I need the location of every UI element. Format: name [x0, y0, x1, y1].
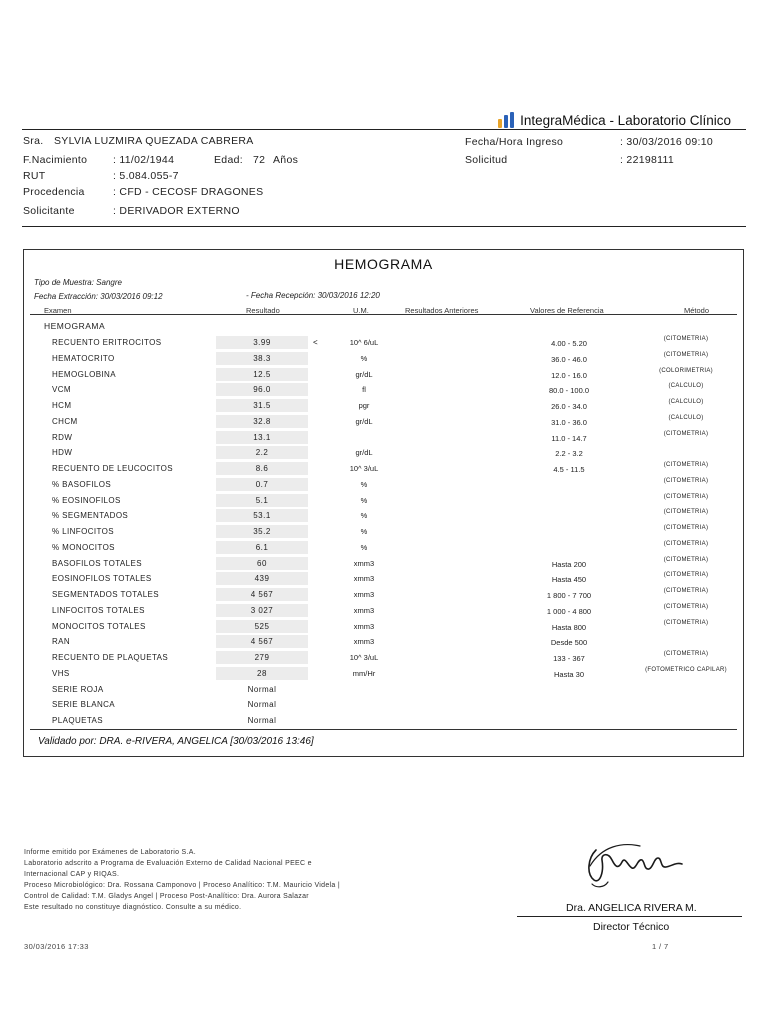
reception-date: - Fecha Recepción: 30/03/2016 12:20 — [246, 291, 380, 300]
method: (FOTOMETRICO CAPILAR) — [645, 666, 727, 673]
reference-range: Desde 500 — [550, 638, 588, 648]
exam-name: RECUENTO DE LEUCOCITOS — [52, 464, 173, 473]
validated-by: Validado por: DRA. e-RIVERA, ANGELICA [30/03/2016 13:46] — [38, 736, 314, 747]
result-value: 35.2 — [216, 525, 308, 538]
report-box — [23, 249, 744, 757]
reference-range: 26.0 - 34.0 — [551, 402, 587, 411]
result-value: 8.6 — [216, 462, 308, 475]
header-divider — [22, 129, 746, 130]
exam-name: VCM — [52, 385, 71, 395]
exam-name: HCM — [52, 401, 72, 410]
result-value: 3 027 — [216, 604, 308, 617]
table-row — [24, 667, 743, 681]
reference-range: 2.2 - 3.2 — [555, 449, 583, 459]
footer-line: Este resultado no constituye diagnóstico. Consulte a su médico. — [24, 904, 242, 911]
reference-range: 36.0 - 46.0 — [551, 354, 587, 364]
exam-name: EOSINOFILOS TOTALES — [52, 574, 152, 584]
result-value: 32.8 — [216, 415, 308, 428]
table-row — [24, 478, 743, 492]
table-row — [24, 604, 743, 618]
unit: 10^ 6/uL — [349, 338, 379, 347]
footer-line: Informe emitido por Exámenes de Laboratorio S.A. — [24, 849, 196, 856]
date-label: Fecha/Hora Ingreso — [465, 136, 564, 148]
col-ref: Valores de Referencia — [530, 306, 604, 315]
unit: mm/Hr — [352, 668, 376, 678]
exam-name: SEGMENTADOS TOTALES — [52, 590, 160, 599]
origin-label: Procedencia — [23, 186, 85, 198]
method: (CITOMETRIA) — [663, 493, 709, 500]
reference-range: 133 - 367 — [553, 654, 585, 663]
unit: xmm3 — [353, 574, 375, 584]
result-flag: < — [313, 338, 318, 347]
exam-name: HEMOGLOBINA — [52, 369, 116, 379]
table-row — [24, 572, 743, 586]
table-row — [24, 651, 743, 665]
result-value: 60 — [216, 557, 308, 570]
director-signature — [582, 836, 692, 896]
reference-range: Hasta 800 — [551, 622, 587, 632]
reference-range: 1 000 - 4 800 — [546, 606, 592, 616]
unit: % — [360, 479, 368, 489]
request-value: : 22198111 — [620, 154, 674, 166]
exam-name: PLAQUETAS — [52, 716, 104, 725]
exam-name: SERIE BLANCA — [52, 700, 116, 710]
requester-value: : DERIVADOR EXTERNO — [113, 205, 240, 217]
age-label: Edad: — [214, 154, 243, 166]
table-row — [24, 415, 743, 429]
reference-range: Hasta 200 — [551, 559, 587, 569]
table-row — [24, 683, 743, 697]
result-value: 13.1 — [216, 431, 308, 444]
exam-name: RECUENTO DE PLAQUETAS — [52, 653, 169, 662]
exam-name: % LINFOCITOS — [52, 527, 114, 536]
exam-name: % MONOCITOS — [52, 542, 115, 552]
result-value: 12.5 — [216, 368, 308, 381]
method: (CITOMETRIA) — [663, 509, 709, 516]
result-value: 0.7 — [216, 478, 308, 491]
table-row — [24, 714, 743, 728]
exam-name: RDW — [52, 432, 73, 442]
method: (CITOMETRIA) — [663, 336, 709, 342]
result-value: 3.99 — [216, 336, 308, 349]
integramedica-logo-icon — [498, 112, 514, 128]
validation-divider — [30, 729, 737, 730]
method: (CITOMETRIA) — [663, 556, 709, 563]
method: (CITOMETRIA) — [663, 540, 709, 547]
col-method: Método — [684, 306, 710, 315]
table-row — [24, 635, 743, 649]
table-row — [24, 336, 743, 350]
reference-range: 12.0 - 16.0 — [551, 370, 587, 380]
table-row — [24, 446, 743, 460]
table-row — [24, 352, 743, 366]
result-value: 28 — [216, 667, 308, 680]
signature-line — [517, 916, 742, 917]
age-unit: Años — [273, 154, 299, 166]
method: (CALCULO) — [668, 399, 704, 405]
patient-title: Sra. — [23, 135, 44, 147]
section-title: HEMOGRAMA — [44, 321, 106, 331]
method: (CITOMETRIA) — [663, 462, 709, 468]
method: (CITOMETRIA) — [663, 651, 709, 657]
method: (CITOMETRIA) — [663, 603, 709, 610]
method: (CITOMETRIA) — [663, 477, 709, 484]
col-exam: Examen — [44, 306, 72, 315]
reference-range: 4.00 - 5.20 — [551, 339, 587, 348]
reference-range: Hasta 450 — [551, 575, 587, 585]
extraction-date: Fecha Extracción: 30/03/2016 09:12 — [34, 292, 163, 301]
col-um: U.M. — [353, 306, 369, 315]
col-prev: Resultados Anteriores — [405, 306, 479, 315]
unit: xmm3 — [353, 558, 375, 568]
table-row — [24, 462, 743, 476]
table-row — [24, 383, 743, 397]
table-row — [24, 588, 743, 602]
table-row — [24, 509, 743, 523]
method: (CITOMETRIA) — [663, 525, 709, 531]
table-row — [24, 399, 743, 413]
exam-name: % BASOFILOS — [52, 479, 112, 489]
method: (CALCULO) — [668, 414, 704, 421]
exam-name: HDW — [52, 448, 73, 458]
reference-range: 4.5 - 11.5 — [553, 465, 585, 474]
result-value: 31.5 — [216, 399, 308, 412]
method: (CITOMETRIA) — [663, 430, 709, 437]
unit: 10^ 3/uL — [349, 464, 379, 473]
unit: % — [360, 353, 368, 363]
table-row — [24, 494, 743, 508]
method: (CALCULO) — [668, 383, 704, 390]
exam-name: % SEGMENTADOS — [52, 511, 129, 521]
unit: xmm3 — [353, 637, 375, 647]
result-value: 4 567 — [216, 635, 308, 648]
birth-label: F.Nacimiento — [23, 154, 88, 166]
unit: % — [360, 542, 368, 552]
unit: % — [360, 527, 368, 536]
exam-name: HEMATOCRITO — [52, 353, 115, 363]
date-value: : 30/03/2016 09:10 — [620, 136, 713, 148]
exam-name: BASOFILOS TOTALES — [52, 558, 142, 568]
reference-range: 11.0 - 14.7 — [551, 433, 587, 443]
col-result: Resultado — [246, 306, 280, 315]
result-value: 525 — [216, 620, 308, 633]
patient-name: SYLVIA LUZMIRA QUEZADA CABRERA — [54, 135, 254, 147]
result-value: 279 — [216, 651, 308, 664]
column-header-divider — [30, 314, 737, 315]
director-title: Director Técnico — [593, 921, 670, 933]
rut-value: : 5.084.055-7 — [113, 170, 179, 182]
reference-range: 1 800 - 7 700 — [546, 591, 592, 600]
result-value: Normal — [247, 684, 277, 694]
exam-name: CHCM — [52, 416, 78, 426]
exam-name: RAN — [52, 637, 71, 647]
print-date: 30/03/2016 17:33 — [24, 942, 89, 951]
method: (CITOMETRIA) — [663, 572, 709, 579]
table-row — [24, 557, 743, 571]
unit: xmm3 — [353, 605, 375, 615]
unit: xmm3 — [353, 621, 375, 631]
exam-name: MONOCITOS TOTALES — [52, 621, 146, 631]
table-row — [24, 525, 743, 539]
footer-line: Laboratorio adscrito a Programa de Evaluación Externo de Calidad Nacional PEEC e — [24, 860, 312, 867]
brand-name: IntegraMédica - Laboratorio Clínico — [520, 112, 731, 128]
reference-range: Hasta 30 — [553, 669, 585, 679]
method: (CITOMETRIA) — [663, 588, 709, 594]
table-row — [24, 368, 743, 382]
result-value: 53.1 — [216, 509, 308, 522]
request-label: Solicitud — [465, 154, 508, 166]
footer-line: Internacional CAP y RIQAS. — [24, 871, 120, 878]
unit: xmm3 — [353, 590, 375, 599]
rut-label: RUT — [23, 170, 46, 182]
method: (CITOMETRIA) — [663, 351, 709, 358]
patient-divider — [22, 226, 746, 227]
sample-type: Tipo de Muestra: Sangre — [34, 278, 122, 287]
footer-line: Proceso Microbiológico: Dra. Rossana Camponovo | Proceso Analítico: T.M. Mauricio Videla | — [24, 882, 340, 889]
exam-name: SERIE ROJA — [52, 684, 104, 694]
age-value: 72 — [253, 154, 266, 166]
reference-range: 80.0 - 100.0 — [548, 386, 590, 396]
requester-label: Solicitante — [23, 205, 75, 217]
result-value: 439 — [216, 572, 308, 585]
result-value: Normal — [247, 700, 277, 710]
footer-line: Control de Calidad: T.M. Gladys Angel | Proceso Post-Analítico: Dra. Aurora Salazar — [24, 893, 309, 900]
method: (CITOMETRIA) — [663, 619, 709, 626]
unit: % — [360, 511, 368, 521]
unit: 10^ 3/uL — [349, 653, 379, 662]
unit: gr/dL — [355, 369, 373, 379]
result-value: 38.3 — [216, 352, 308, 365]
director-name: Dra. ANGELICA RIVERA M. — [566, 902, 697, 914]
origin-value: : CFD - CECOSF DRAGONES — [113, 186, 264, 198]
table-row — [24, 620, 743, 634]
birth-value: : 11/02/1944 — [113, 154, 175, 166]
reference-range: 31.0 - 36.0 — [551, 417, 587, 427]
result-value: 96.0 — [216, 383, 308, 396]
table-row — [24, 431, 743, 445]
unit: gr/dL — [355, 416, 373, 426]
exam-name: LINFOCITOS TOTALES — [52, 605, 145, 615]
unit: pgr — [358, 401, 370, 410]
result-value: 4 567 — [216, 588, 308, 601]
brand-header — [498, 112, 731, 128]
table-row — [24, 698, 743, 712]
exam-name: VHS — [52, 668, 70, 678]
unit: % — [360, 495, 368, 505]
result-value: 6.1 — [216, 541, 308, 554]
result-value: 5.1 — [216, 494, 308, 507]
table-row — [24, 541, 743, 555]
exam-name: % EOSINOFILOS — [52, 495, 121, 505]
result-value: Normal — [247, 716, 277, 725]
unit: fl — [362, 385, 366, 395]
result-value: 2.2 — [216, 446, 308, 459]
method: (COLORIMETRIA) — [659, 367, 713, 374]
page-number: 1 / 7 — [652, 942, 669, 951]
exam-name: RECUENTO ERITROCITOS — [52, 338, 162, 347]
report-title: HEMOGRAMA — [334, 256, 433, 272]
unit: gr/dL — [355, 448, 373, 458]
